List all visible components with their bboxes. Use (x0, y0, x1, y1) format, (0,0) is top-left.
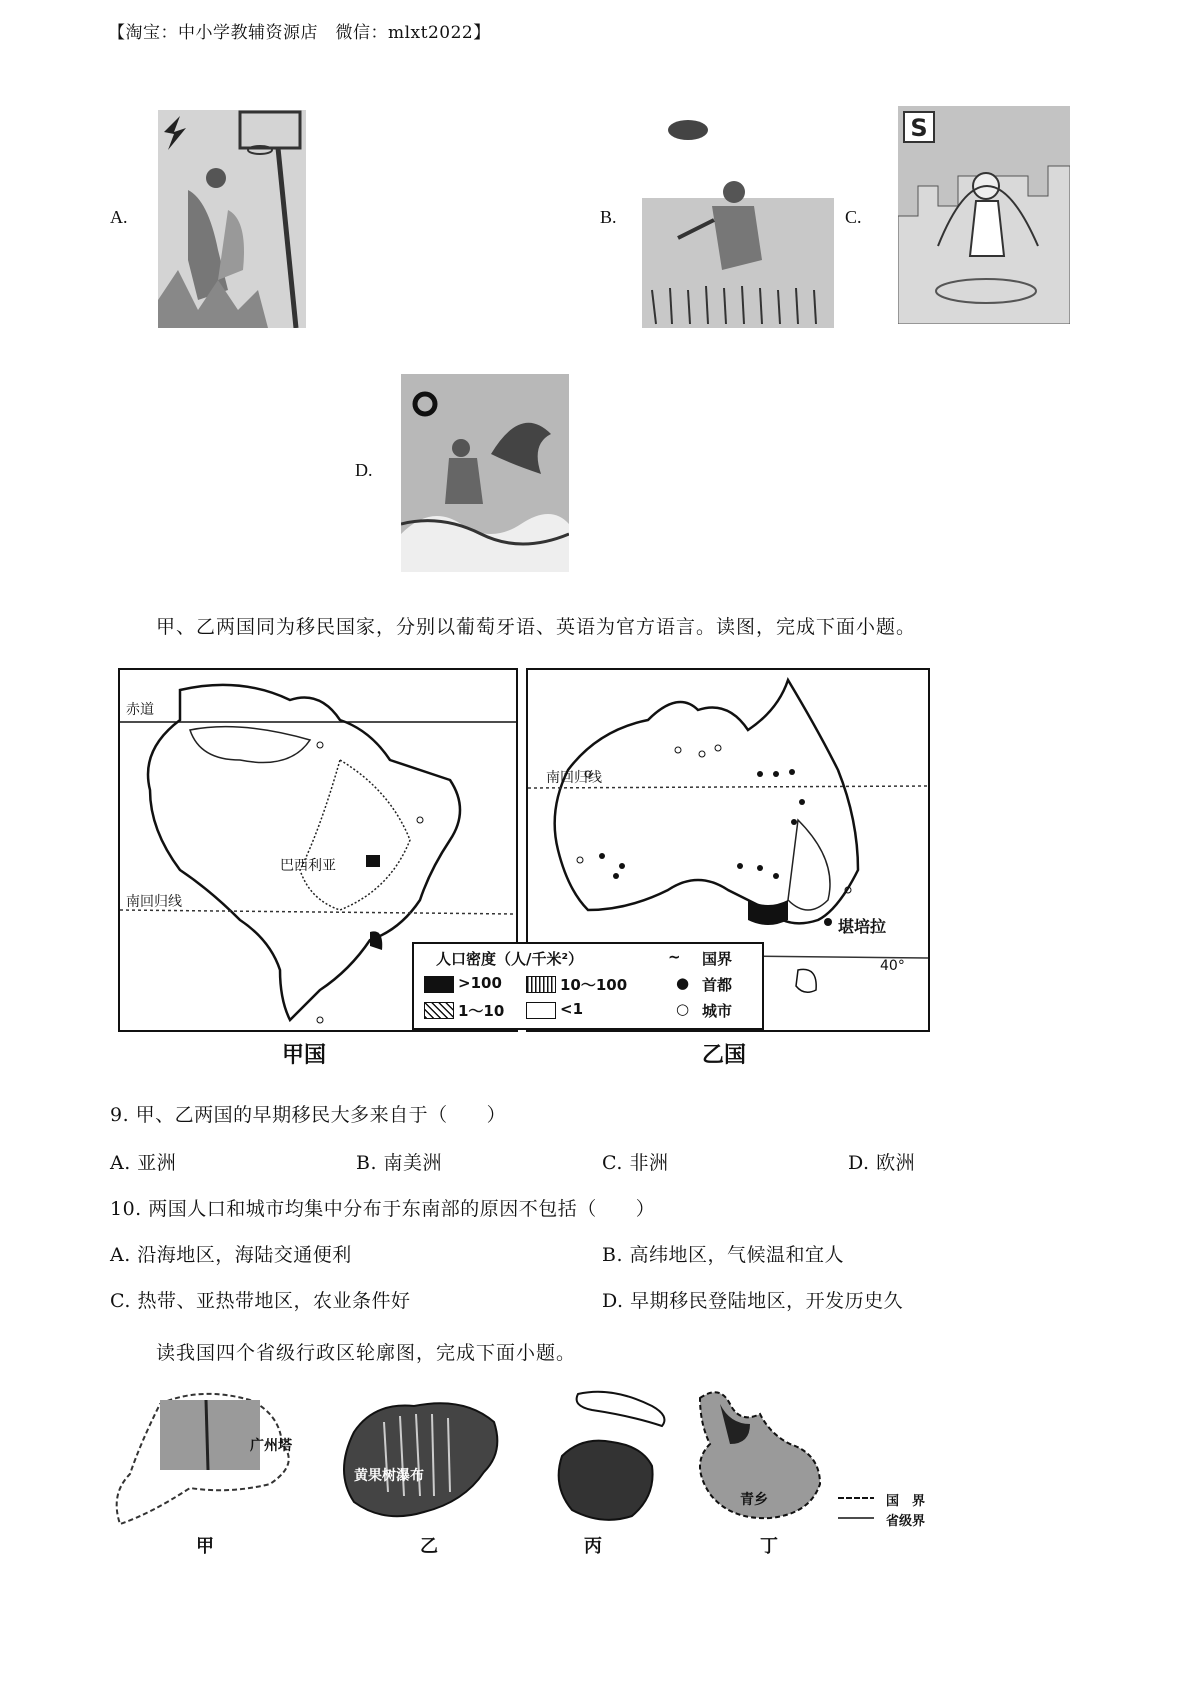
legend-city-symbol: ○ (676, 1000, 690, 1018)
legend-national-border: 国 界 (886, 1494, 926, 1509)
legend-d4: <1 (560, 1000, 584, 1018)
option-a-label: A. (110, 207, 128, 227)
question-9-option-c[interactable]: C. 非洲 (602, 1152, 669, 1174)
tropic-label-right: 南回归线 (546, 770, 602, 786)
question-10-option-d[interactable]: D. 早期移民登陆地区，开发历史久 (602, 1290, 904, 1312)
province-bing-outline (552, 1386, 670, 1526)
legend-title: 人口密度（人/千米²） (436, 950, 584, 968)
question-10-option-a[interactable]: A. 沿海地区，海陆交通便利 (110, 1244, 352, 1266)
legend-swatch-medium (526, 976, 556, 993)
legend-city: 城市 (702, 1002, 733, 1020)
huangguoshu-label: 黄果树瀑布 (354, 1468, 424, 1484)
option-b-label: B. (600, 207, 617, 227)
question-10-option-b[interactable]: B. 高纬地区，气候温和宜人 (602, 1244, 845, 1266)
province-caption-yi: 乙 (420, 1536, 438, 1557)
question-9-option-b[interactable]: B. 南美洲 (356, 1152, 443, 1174)
map-caption-yi: 乙国 (702, 1043, 747, 1068)
intro-text-2: 读我国四个省级行政区轮廓图，完成下面小题。 (156, 1342, 577, 1364)
picture-b-farmer (642, 110, 834, 328)
question-9-option-d[interactable]: D. 欧洲 (848, 1152, 916, 1174)
province-caption-bing: 丙 (584, 1536, 602, 1557)
page-header: 【淘宝：中小学教辅资源店 微信：mlxt2022】 (108, 23, 491, 43)
question-10-option-c[interactable]: C. 热带、亚热带地区，农业条件好 (110, 1290, 411, 1312)
legend-border: 国界 (702, 950, 733, 968)
guangzhou-tower-label: 广州塔 (250, 1438, 292, 1454)
map-legend (412, 942, 764, 1030)
intro-text-1: 甲、乙两国同为移民国家，分别以葡萄牙语、英语为官方语言。读图，完成下面小题。 (156, 616, 917, 638)
map-caption-jia: 甲国 (282, 1043, 327, 1068)
picture-a-basketball (158, 110, 306, 328)
legend-d2: 10～100 (560, 976, 628, 994)
question-9-stem: 9. 甲、乙两国的早期移民大多来自于（ ） (110, 1104, 507, 1126)
option-c-label: C. (845, 207, 862, 227)
province-caption-ding: 丁 (760, 1536, 778, 1557)
question-10-stem: 10. 两国人口和城市均集中分布于东南部的原因不包括（ ） (110, 1198, 656, 1220)
lat40-label: 40° (880, 958, 905, 974)
legend-d1: >100 (458, 974, 502, 992)
province-caption-jia: 甲 (196, 1536, 214, 1557)
question-9-option-a[interactable]: A. 亚洲 (110, 1152, 177, 1174)
province-yi-outline (334, 1392, 504, 1528)
province-ding-outline (690, 1384, 830, 1524)
qingxiang-label: 青乡 (740, 1492, 768, 1508)
legend-provincial-border: 省级界 (886, 1514, 926, 1529)
picture-c-rope-skipping (898, 106, 1070, 324)
legend-border-symbol: ~ (668, 948, 681, 966)
tropic-label-left: 南回归线 (126, 894, 182, 910)
legend-capital-symbol: ● (676, 974, 690, 992)
canberra-label: 堪培拉 (838, 917, 887, 936)
option-d-label: D. (355, 460, 373, 480)
legend-d3: 1～10 (458, 1002, 505, 1020)
picture-d-typhoon (401, 374, 569, 572)
legend-swatch-sparse (526, 1002, 556, 1019)
province-jia-outline (110, 1384, 310, 1526)
brasilia-label: 巴西利亚 (280, 858, 336, 874)
svg-text:S: S (910, 114, 928, 142)
legend-swatch-dense (424, 976, 454, 993)
equator-label: 赤道 (126, 702, 154, 718)
legend-capital: 首都 (702, 976, 733, 994)
legend-swatch-low (424, 1002, 454, 1019)
